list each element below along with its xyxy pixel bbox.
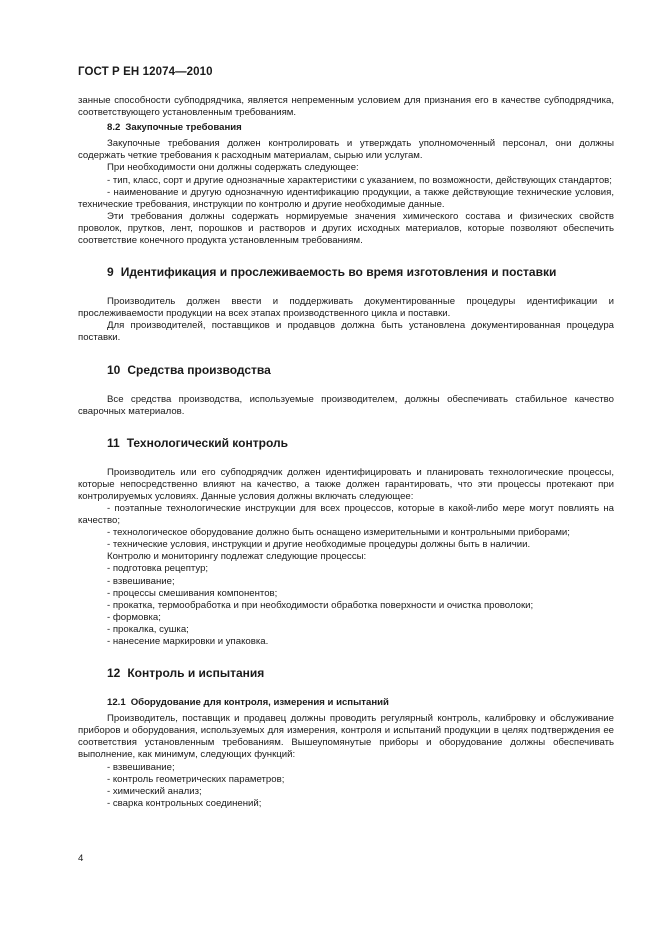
document-body <box>78 95 614 810</box>
list-item: - контроль геометрических параметров; <box>107 773 285 785</box>
list-item: - прокатка, термообработка и при необходимости обработка поверхности и очистка проволоки; <box>107 599 534 611</box>
paragraph: Контролю и мониторингу подлежат следующие процессы: <box>107 551 367 563</box>
subsection-heading-12-1 <box>78 697 614 709</box>
section-heading-9 <box>78 265 614 280</box>
list-item: - взвешивание; <box>107 575 175 587</box>
list-item: - наименование и другую однозначную идентификацию продукции, а также действующие технические условия, технические требования, инструкции по контролю и другие необходимые данные. <box>78 186 614 210</box>
paragraph: Закупочные требования должен контролировать и утверждать уполномоченный персонал, они должны содержать четкие требования к расходным материалам, сырью или услугам. <box>78 138 614 162</box>
list-item: - процессы смешивания компонентов; <box>107 587 278 599</box>
list-item: - подготовка рецептур; <box>107 563 209 575</box>
section-number: 9 <box>107 265 114 280</box>
paragraph: При необходимости они должны содержать следующее: <box>107 162 359 174</box>
subsection-title: Закупочные требования <box>125 122 242 134</box>
subsection-number: 8.2 <box>107 122 121 134</box>
list-item: - технологическое оборудование должно быть оснащено измерительными и контрольными приборами; <box>107 527 570 539</box>
paragraph: Производитель должен ввести и поддерживать документированные процедуры идентификации и прослеживаемости продукции на всех этапах производственного цикла и поставки. <box>78 296 614 320</box>
paragraph: занные способности субподрядчика, является непременным условием для признания его в качестве субподрядчика, соответствующего установленным требованиям. <box>78 95 614 119</box>
section-heading-12 <box>78 666 614 681</box>
section-title: Идентификация и прослеживаемость во время изготовления и поставки <box>120 265 557 280</box>
page-number: 4 <box>78 853 84 864</box>
list-item: - формовка; <box>107 611 161 623</box>
paragraph: Для производителей, поставщиков и продавцов должна быть установлена документированная процедура поставки. <box>78 320 614 344</box>
section-title: Средства производства <box>127 362 271 377</box>
list-item: - технические условия, инструкции и другие необходимые процедуры должны быть в наличии. <box>107 539 531 551</box>
list-item: - тип, класс, сорт и другие однозначные характеристики с указанием, по возможности, действующих стандартов; <box>107 174 612 186</box>
list-item: - нанесение маркировки и упаковка. <box>107 636 269 647</box>
section-number: 11 <box>107 435 120 450</box>
subsection-number: 12.1 <box>107 697 126 709</box>
subsection-title: Оборудование для контроля, измерения и испытаний <box>130 697 389 709</box>
list-item: - прокалка, сушка; <box>107 623 189 635</box>
section-number: 12 <box>107 666 121 681</box>
section-heading-11 <box>78 436 614 451</box>
section-title: Контроль и испытания <box>127 666 265 681</box>
document-header: ГОСТ Р ЕН 12074—2010 <box>78 66 213 78</box>
list-item: - взвешивание; <box>107 761 175 773</box>
list-item: - поэтапные технологические инструкции для всех процессов, которые в какой-либо мере могут повлиять на качество; <box>78 502 614 527</box>
section-heading-10 <box>78 363 614 378</box>
list-item: - сварка контрольных соединений; <box>107 797 262 809</box>
section-number: 10 <box>107 362 121 377</box>
section-title: Технологический контроль <box>126 435 288 450</box>
list-item: - химический анализ; <box>107 785 202 797</box>
paragraph: Производитель, поставщик и продавец должны проводить регулярный контроль, калибровку и обслуживание приборов и оборудования, используемых для измерения, контроля и испытаний продукции в целях подтверждения ее соответствия установленным требованиям. Вышеупомянутые приборы и оборудование должны обеспечивать выполнение, как минимум, следующих функций: <box>78 713 614 761</box>
paragraph: Эти требования должны содержать нормируемые значения химического состава и физических свойств проволок, прутков, лент, порошков и растворов и других исходных материалов, которые позволяют обеспечить соответствие конечного продукта установленным требованиям. <box>78 210 614 247</box>
subsection-heading-8-2 <box>78 122 614 134</box>
paragraph: Производитель или его субподрядчик должен идентифицировать и планировать технологические процессы, которые непосредственно влияют на качество, а также должен гарантировать, что эти процессы протекают при контролируемых условиях. Данные условия должны включать следующее: <box>78 466 614 502</box>
paragraph: Все средства производства, используемые производителем, должны обеспечивать стабильное качество сварочных материалов. <box>78 393 614 417</box>
